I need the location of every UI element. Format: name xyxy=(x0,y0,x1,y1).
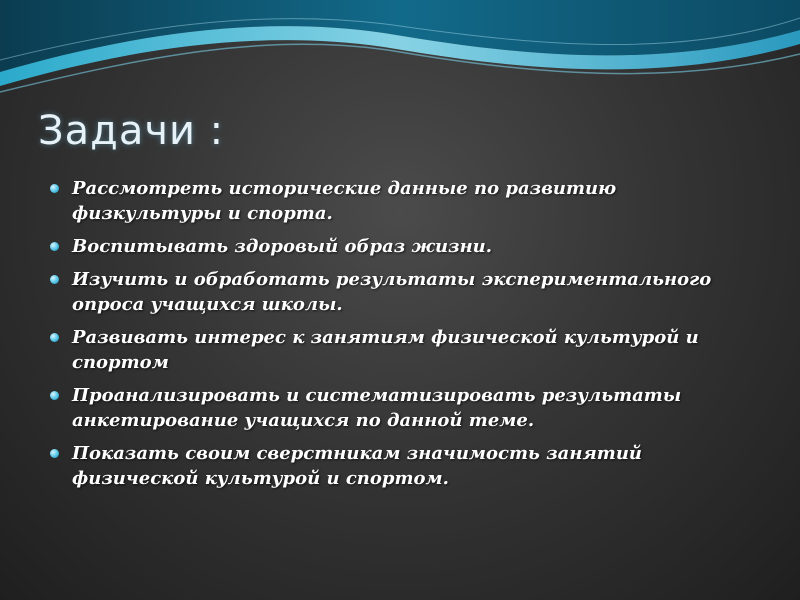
task-text: Воспитывать здоровый образ жизни. xyxy=(72,236,493,257)
bullet-dot-icon xyxy=(50,184,59,193)
task-list xyxy=(48,176,748,499)
bullet-dot-icon xyxy=(50,275,59,284)
task-item xyxy=(48,325,748,375)
bullet-dot-icon xyxy=(50,242,59,251)
task-text: Изучить и обработать результаты экспериментального опроса учащихся школы. xyxy=(72,269,712,315)
task-item xyxy=(48,267,748,317)
bullet-dot-icon xyxy=(50,333,59,342)
task-text: Проанализировать и систематизировать результаты анкетирование учащихся по данной теме. xyxy=(72,385,682,431)
task-text: Рассмотреть исторические данные по развитию физкультуры и спорта. xyxy=(72,178,617,224)
task-item xyxy=(48,176,748,226)
bullet-dot-icon xyxy=(50,449,59,458)
task-item xyxy=(48,234,748,259)
task-item xyxy=(48,383,748,433)
bullet-dot-icon xyxy=(50,391,59,400)
task-text: Развивать интерес к занятиям физической культурой и спортом xyxy=(72,327,699,373)
wave-header-decoration xyxy=(0,0,800,110)
task-item xyxy=(48,441,748,491)
task-text: Показать своим сверстникам значимость занятий физической культурой и спортом. xyxy=(72,443,643,489)
slide-title: Задачи : xyxy=(38,108,225,154)
